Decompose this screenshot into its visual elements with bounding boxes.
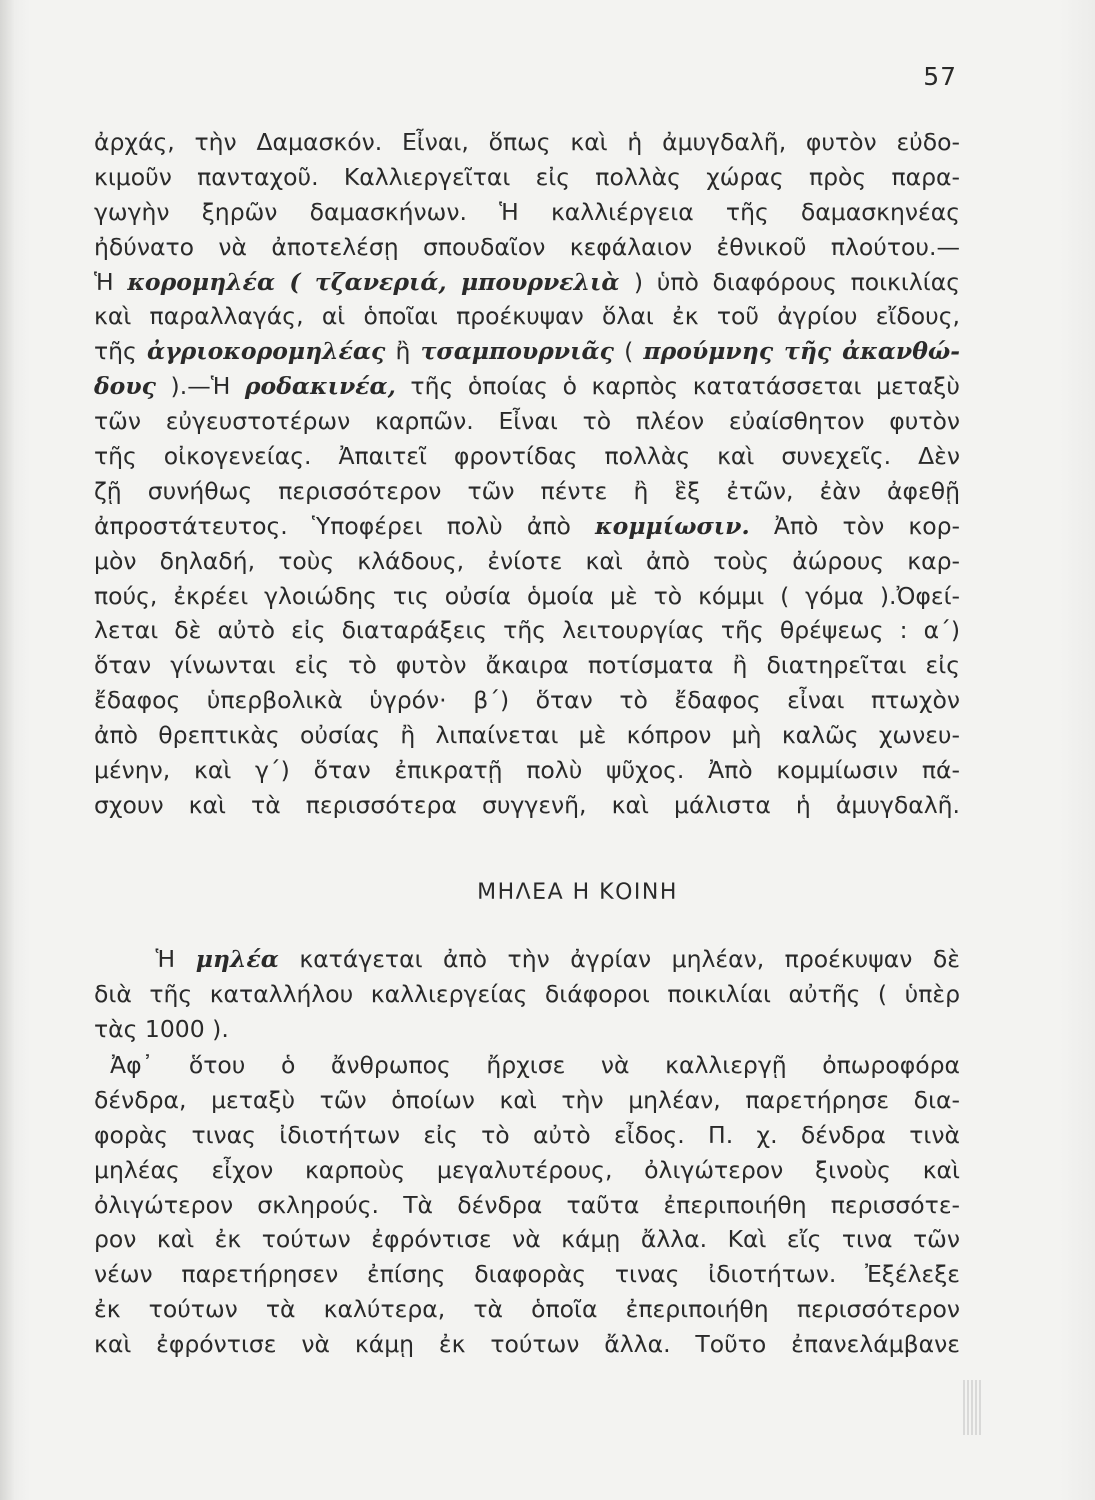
term-koromilea: κορομηλέα ( τζανεριά, μπουρνελιὰ [127, 267, 634, 296]
term-proumnis-end: δους [94, 372, 156, 401]
paragraph-plums-peaches [94, 125, 960, 823]
text-fragment: τῆς [94, 337, 148, 366]
page-left-edge [0, 0, 14, 1500]
text-line [94, 334, 960, 369]
text-line: καὶ ἐφρόντισε νὰ κάμῃ ἐκ τούτων ἄλλα. Τοῦτο ἐπανελάμβανε [94, 1330, 960, 1359]
text-fragment: Ἡ [94, 267, 128, 296]
text-line: Ἀφ᾿ ὅτου ὁ ἄνθρωπος ἤρχισε νὰ καλλιεργῇ ὀπωροφόρα [110, 1051, 960, 1079]
text-line: ὀλιγώτερον σκληρούς. Τὰ δένδρα ταῦτα ἐπεριποιήθη περισσότε- [94, 1190, 960, 1219]
text-fragment: ) ὑπὸ διαφόρους ποικιλίας [633, 267, 960, 296]
text-line [94, 369, 960, 404]
text-line: ρον καὶ ἐκ τούτων ἐφρόντισε νὰ κάμῃ ἄλλα. Καὶ εἴς τινα τῶν [94, 1225, 960, 1254]
term-tsampournias: τσαμπουρνιᾶς [420, 337, 614, 366]
text-fragment: Ἀπὸ τὸν κορ- [749, 511, 960, 540]
text-line: λεται δὲ αὐτὸ εἰς διαταράξεις τῆς λειτουργίας τῆς θρέψεως : α΄) [94, 616, 960, 645]
text-line: διὰ τῆς καταλλήλου καλλιεργείας διάφοροι ποικιλίαι αὐτῆς ( ὑπὲρ [94, 979, 960, 1008]
text-line [94, 265, 960, 300]
text-line: σχουν καὶ τὰ περισσότερα συγγενῆ, καὶ μάλιστα ἡ ἀμυγδαλῆ. [94, 790, 960, 819]
text-fragment: τῆς ὁποίας ὁ καρπὸς κατατάσσεται μεταξὺ [395, 372, 960, 401]
text-line: τῆς οἰκογενείας. Ἀπαιτεῖ φροντίδας πολλὰς καὶ συνεχεῖς. Δὲν [94, 442, 960, 471]
section-heading: ΜΗΛΕΑ Η ΚΟΙΝΗ [477, 880, 678, 905]
paragraph-apple-cultivation [94, 1048, 960, 1362]
text-line [94, 942, 960, 977]
text-fragment: κατάγεται ἀπὸ τὴν ἀγρίαν μηλέαν, προέκυψαν δὲ [278, 945, 960, 973]
text-line: ἐκ τούτων τὰ καλύτερα, τὰ ὁποῖα ἐπεριποιήθη περισσότερον [94, 1295, 960, 1324]
text-line: μηλέας εἶχον καρποὺς μεγαλυτέρους, ὀλιγώτερον ξινοὺς καὶ [94, 1155, 960, 1184]
term-milea: μηλέα [195, 945, 279, 973]
text-fragment: ).—Ἡ [155, 372, 245, 401]
text-line: κιμοῦν πανταχοῦ. Καλλιεργεῖται εἰς πολλὰς χώρας πρὸς παρα- [94, 162, 960, 191]
text-line: τῶν εὐγευστοτέρων καρπῶν. Εἶναι τὸ πλέον εὐαίσθητον φυτὸν [94, 407, 960, 436]
text-line: δένδρα, μεταξὺ τῶν ὁποίων καὶ τὴν μηλέαν, παρετήρησε δια- [94, 1085, 960, 1114]
text-line: μὸν δηλαδή, τοὺς κλάδους, ἐνίοτε καὶ ἀπὸ τοὺς ἀώρους καρ- [94, 546, 960, 575]
text-line: πούς, ἐκρέει γλοιώδης τις οὐσία ὁμοία μὲ τὸ κόμμι ( γόμα ).Ὀφεί- [94, 581, 960, 610]
text-line: καὶ παραλλαγάς, αἱ ὁποῖαι προέκυψαν ὅλαι ἐκ τοῦ ἀγρίου εἴδους, [94, 302, 960, 331]
text-line [94, 509, 960, 544]
paragraph-apple-intro [94, 942, 960, 1047]
text-line: φορὰς τινας ἰδιοτήτων εἰς τὸ αὐτὸ εἶδος. Π. χ. δένδρα τινὰ [94, 1120, 960, 1149]
term-agriokoromileas: ἀγριοκορομηλέας [147, 337, 386, 366]
text-fragment: ἀπροστάτευτος. Ὑποφέρει πολὺ ἀπὸ [94, 511, 596, 540]
term-rodakinea: ροδακινέα, [244, 372, 396, 401]
text-line: ὅταν γίνωνται εἰς τὸ φυτὸν ἄκαιρα ποτίσματα ἢ διατηρεῖται εἰς [94, 651, 960, 680]
page-number: 57 [923, 62, 957, 91]
term-proumnis: προύμνης τῆς ἀκανθώ- [643, 337, 960, 366]
text-fragment: Ἡ [155, 945, 196, 973]
text-line: ἔδαφος ὑπερβολικὰ ὑγρόν· β΄) ὅταν τὸ ἔδαφος εἶναι πτωχὸν [94, 686, 960, 715]
text-line: νέων παρετήρησεν ἐπίσης διαφορὰς τινας ἰδιοτήτων. Ἐξέλεξε [94, 1260, 960, 1289]
scan-artifact [963, 1380, 983, 1435]
text-line: γωγὴν ξηρῶν δαμασκήνων. Ἡ καλλιέργεια τῆς δαμασκηνέας [94, 197, 960, 226]
text-line: ἀρχάς, τὴν Δαμασκόν. Εἶναι, ὅπως καὶ ἡ ἀμυγδαλῆ, φυτὸν εὐδο- [94, 128, 960, 156]
text-line: ἠδύνατο νὰ ἀποτελέσῃ σπουδαῖον κεφάλαιον ἐθνικοῦ πλούτου.— [94, 232, 960, 261]
term-kommiosin: κομμίωσιν. [595, 511, 750, 540]
text-line: ζῇ συνήθως περισσότερον τῶν πέντε ἢ ἓξ ἐτῶν, ἐὰν ἀφεθῇ [94, 476, 960, 505]
text-fragment: ἢ [385, 337, 421, 366]
text-line: ἀπὸ θρεπτικὰς οὐσίας ἢ λιπαίνεται μὲ κόπρον μὴ καλῶς χωνευ- [94, 721, 960, 750]
text-fragment: ( [613, 337, 644, 366]
text-line: μένην, καὶ γ΄) ὅταν ἐπικρατῇ πολὺ ψῦχος. Ἀπὸ κομμίωσιν πά- [94, 756, 960, 785]
text-line: τὰς 1000 ). [94, 1014, 229, 1043]
